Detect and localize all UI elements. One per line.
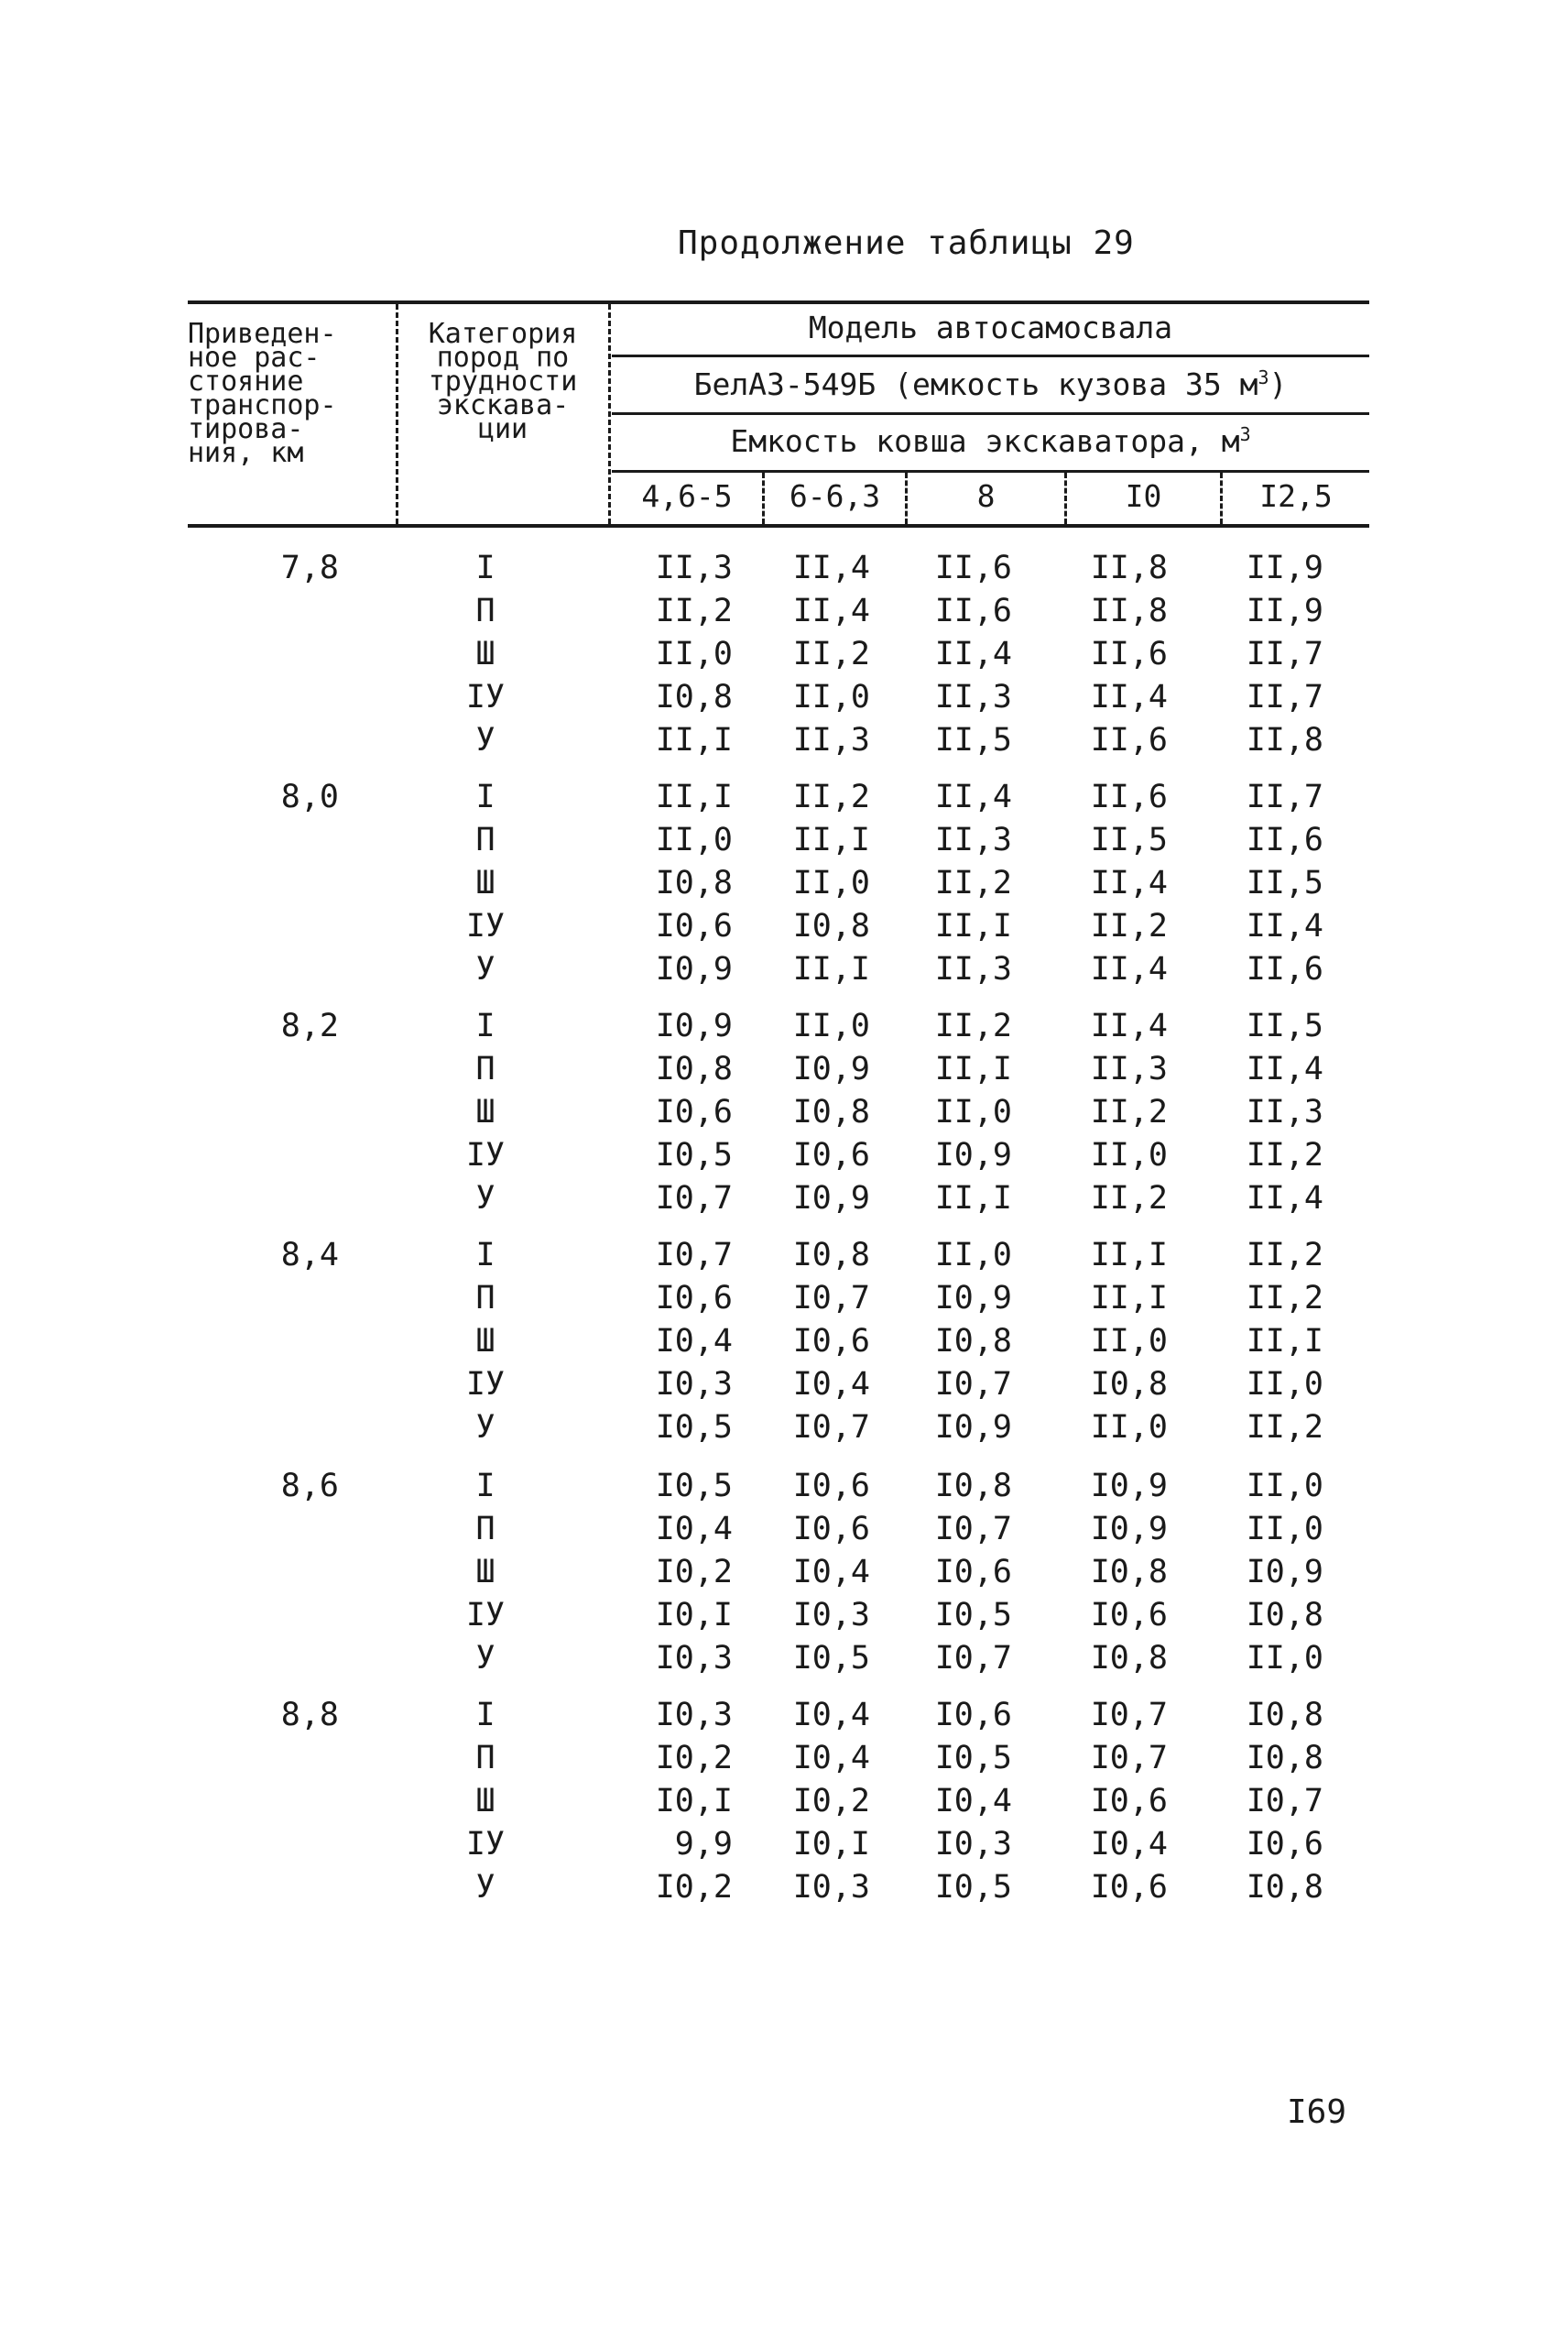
value-cell: II,4 [1246, 908, 1323, 945]
table-row [0, 1237, 1568, 1279]
value-cell: I0,5 [655, 1468, 733, 1504]
model-underline [612, 355, 1369, 357]
table-row [0, 1008, 1568, 1050]
table-row [0, 822, 1568, 864]
value-cell: I0,6 [792, 1323, 870, 1360]
value-cell: I0,6 [1090, 1869, 1168, 1906]
value-cell: I0,2 [655, 1740, 733, 1776]
model-header: Модель автосамосвала [808, 310, 1173, 345]
value-cell: I0,3 [792, 1869, 870, 1906]
value-cell: II,3 [655, 550, 733, 586]
value-cell: I0,3 [655, 1697, 733, 1733]
value-cell: II,4 [792, 550, 870, 586]
value-cell: II,0 [934, 1094, 1012, 1131]
value-cell: II,3 [934, 679, 1012, 716]
table-row [0, 722, 1568, 764]
value-cell: I0,2 [792, 1783, 870, 1819]
value-cell: II,7 [1246, 779, 1323, 815]
category-cell: ІУ [465, 1366, 506, 1403]
table-row [0, 1180, 1568, 1222]
value-cell: I0,6 [1090, 1597, 1168, 1633]
truck-header: БелАЗ-549Б (емкость кузова 35 $м^3$) [693, 366, 1288, 402]
column-header-3: 8 [976, 478, 996, 514]
value-cell: II,3 [1090, 1051, 1168, 1087]
table-row [0, 1597, 1568, 1639]
value-cell: I0,5 [655, 1137, 733, 1174]
value-cell: II,I [792, 822, 870, 858]
value-cell: I0,8 [1090, 1640, 1168, 1677]
distance-cell: 8,2 [280, 1008, 339, 1044]
header-top-rule [188, 300, 1369, 304]
value-cell: II,3 [792, 722, 870, 759]
value-cell: I0,4 [792, 1366, 870, 1403]
category-cell: У [475, 1640, 495, 1677]
value-cell: I0,6 [655, 1094, 733, 1131]
distance-cell: 8,4 [280, 1237, 339, 1273]
value-cell: II,0 [1246, 1366, 1323, 1403]
category-cell: I [475, 1237, 495, 1273]
category-cell: I [475, 779, 495, 815]
value-cell: I0,4 [792, 1697, 870, 1733]
value-cell: I0,7 [792, 1280, 870, 1316]
table-row [0, 1409, 1568, 1451]
value-cell: I0,4 [934, 1783, 1012, 1819]
category-cell: У [475, 951, 495, 988]
table-row [0, 1051, 1568, 1093]
value-cell: I0,6 [792, 1137, 870, 1174]
value-cell: I0,4 [655, 1323, 733, 1360]
value-cell: II,4 [934, 636, 1012, 672]
value-cell: I0,7 [792, 1409, 870, 1446]
value-cell: I0,3 [655, 1640, 733, 1677]
value-cell: II,5 [1246, 1008, 1323, 1044]
value-cell: I0,7 [1090, 1740, 1168, 1776]
value-cell: II,0 [1246, 1511, 1323, 1547]
value-cell: I0,8 [792, 1094, 870, 1131]
category-cell: ІУ [465, 1826, 506, 1863]
value-cell: II,6 [1090, 636, 1168, 672]
value-cell: II,6 [1090, 722, 1168, 759]
value-cell: II,0 [792, 1008, 870, 1044]
value-cell: I0,8 [1246, 1740, 1323, 1776]
value-cell: II,0 [655, 822, 733, 858]
value-cell: II,6 [1246, 822, 1323, 858]
table-row [0, 1366, 1568, 1408]
category-cell: Ш [475, 1554, 495, 1590]
bucket-underline [612, 470, 1369, 473]
value-cell: II,2 [1090, 1094, 1168, 1131]
value-cell: I0,5 [655, 1409, 733, 1446]
table-row [0, 636, 1568, 678]
value-cell: I0,9 [934, 1409, 1012, 1446]
table-row [0, 1137, 1568, 1179]
category-cell: Ш [475, 636, 495, 672]
category-cell: Ш [475, 1094, 495, 1131]
value-cell: II,0 [655, 636, 733, 672]
value-cell: II,4 [1090, 951, 1168, 988]
value-cell: I0,8 [1090, 1554, 1168, 1590]
category-cell: П [475, 1511, 495, 1547]
category-cell: У [475, 1180, 495, 1217]
value-cell: II,I [934, 1051, 1012, 1087]
value-cell: I0,6 [655, 1280, 733, 1316]
value-cell: II,6 [934, 550, 1012, 586]
value-cell: I0,9 [1246, 1554, 1323, 1590]
table-row [0, 1783, 1568, 1825]
value-cell: II,8 [1090, 593, 1168, 629]
value-cell: II,0 [792, 865, 870, 901]
category-cell: I [475, 1697, 495, 1733]
category-cell: I [475, 550, 495, 586]
distance-header: Приведен- ное рас- стояние транспор- тирова- ния, км [188, 318, 337, 469]
value-cell: I0,7 [655, 1180, 733, 1217]
category-cell: У [475, 1869, 495, 1906]
table-caption: Продолжение таблицы 29 [678, 224, 1135, 262]
value-cell: II,5 [1090, 822, 1168, 858]
value-cell: I0,7 [934, 1640, 1012, 1677]
value-cell: I0,8 [1246, 1697, 1323, 1733]
value-cell: II,I [1246, 1323, 1323, 1360]
value-cell: II,2 [1246, 1280, 1323, 1316]
category-cell: У [475, 1409, 495, 1446]
distance-cell: 8,6 [280, 1468, 339, 1504]
value-cell: II,7 [1246, 636, 1323, 672]
category-cell: П [475, 593, 495, 629]
category-cell: П [475, 1280, 495, 1316]
table-row [0, 1094, 1568, 1136]
value-cell: I0,3 [792, 1597, 870, 1633]
value-cell: I0,8 [934, 1468, 1012, 1504]
table-row [0, 908, 1568, 950]
table-row [0, 1640, 1568, 1682]
value-cell: I0,5 [934, 1740, 1012, 1776]
value-cell: I0,4 [1090, 1826, 1168, 1863]
value-cell: II,4 [792, 593, 870, 629]
value-cell: II,4 [1090, 1008, 1168, 1044]
value-cell: I0,6 [934, 1697, 1012, 1733]
value-cell: I0,9 [1090, 1511, 1168, 1547]
category-cell: ІУ [465, 1597, 506, 1633]
value-cell: II,6 [1090, 779, 1168, 815]
table-row [0, 593, 1568, 635]
page-number: I69 [1287, 2093, 1347, 2131]
value-cell: I0,9 [1090, 1468, 1168, 1504]
category-cell: ІУ [465, 908, 506, 945]
value-cell: II,0 [1090, 1409, 1168, 1446]
value-cell: II,7 [1246, 679, 1323, 716]
value-cell: I0,9 [934, 1137, 1012, 1174]
category-cell: Ш [475, 865, 495, 901]
value-cell: II,2 [792, 636, 870, 672]
table-row [0, 679, 1568, 721]
column-header-1: 4,6-5 [641, 478, 733, 514]
value-cell: II,4 [1246, 1051, 1323, 1087]
value-cell: II,3 [1246, 1094, 1323, 1131]
category-cell: П [475, 1740, 495, 1776]
truck-underline [612, 412, 1369, 415]
table-row [0, 865, 1568, 907]
value-cell: I0,8 [792, 908, 870, 945]
value-cell: I0,9 [655, 1008, 733, 1044]
value-cell: II,2 [1090, 1180, 1168, 1217]
value-cell: I0,8 [934, 1323, 1012, 1360]
value-cell: II,5 [934, 722, 1012, 759]
value-cell: I0,2 [655, 1554, 733, 1590]
category-cell: ІУ [465, 679, 506, 716]
distance-cell: 8,8 [280, 1697, 339, 1733]
value-cell: I0,8 [655, 865, 733, 901]
category-header: Категория пород по трудности экскава- ции [428, 318, 578, 445]
value-cell: II,2 [1090, 908, 1168, 945]
table-row [0, 1511, 1568, 1553]
table-row [0, 1468, 1568, 1510]
value-cell: II,2 [792, 779, 870, 815]
value-cell: I0,I [792, 1826, 870, 1863]
table-row [0, 1323, 1568, 1365]
value-cell: II,0 [792, 679, 870, 716]
value-cell: II,0 [934, 1237, 1012, 1273]
value-cell: II,4 [1090, 679, 1168, 716]
table-row [0, 1869, 1568, 1911]
value-cell: II,0 [1246, 1468, 1323, 1504]
value-cell: II,2 [1246, 1237, 1323, 1273]
value-cell: I0,5 [792, 1640, 870, 1677]
value-cell: II,0 [1090, 1137, 1168, 1174]
value-cell: I0,9 [655, 951, 733, 988]
value-cell: I0,4 [792, 1740, 870, 1776]
category-cell: I [475, 1468, 495, 1504]
value-cell: II,I [1090, 1280, 1168, 1316]
value-cell: II,6 [934, 593, 1012, 629]
category-cell: Ш [475, 1323, 495, 1360]
table-row [0, 951, 1568, 993]
value-cell: II,I [934, 1180, 1012, 1217]
value-cell: II,4 [1246, 1180, 1323, 1217]
header-separator-1 [396, 304, 398, 524]
value-cell: II,0 [1090, 1323, 1168, 1360]
bucket-header: Емкость ковша экскаватора, $м^3$ [730, 423, 1251, 459]
value-cell: II,I [655, 722, 733, 759]
value-cell: I0,5 [934, 1597, 1012, 1633]
value-cell: I0,3 [655, 1366, 733, 1403]
value-cell: I0,9 [934, 1280, 1012, 1316]
table-row [0, 1280, 1568, 1322]
value-cell: II,2 [1246, 1409, 1323, 1446]
value-cell: 9,9 [674, 1826, 733, 1863]
value-cell: II,2 [655, 593, 733, 629]
value-cell: I0,8 [1090, 1366, 1168, 1403]
header-separator-2 [608, 304, 611, 524]
value-cell: I0,4 [792, 1554, 870, 1590]
value-cell: II,6 [1246, 951, 1323, 988]
value-cell: I0,I [655, 1783, 733, 1819]
value-cell: II,I [655, 779, 733, 815]
category-cell: ІУ [465, 1137, 506, 1174]
category-cell: У [475, 722, 495, 759]
value-cell: I0,7 [1246, 1783, 1323, 1819]
column-header-5: I2,5 [1259, 478, 1333, 514]
value-cell: II,3 [934, 951, 1012, 988]
table-row [0, 1554, 1568, 1596]
category-cell: Ш [475, 1783, 495, 1819]
value-cell: II,I [792, 951, 870, 988]
value-cell: II,5 [1246, 865, 1323, 901]
header-bottom-rule [188, 524, 1369, 528]
value-cell: II,4 [934, 779, 1012, 815]
table-row [0, 1697, 1568, 1739]
value-cell: I0,4 [655, 1511, 733, 1547]
table-row [0, 779, 1568, 821]
table-row [0, 550, 1568, 592]
category-cell: П [475, 822, 495, 858]
value-cell: I0,7 [1090, 1697, 1168, 1733]
value-cell: II,8 [1090, 550, 1168, 586]
value-cell: I0,2 [655, 1869, 733, 1906]
value-cell: I0,6 [792, 1511, 870, 1547]
value-cell: I0,6 [1090, 1783, 1168, 1819]
value-cell: I0,7 [655, 1237, 733, 1273]
value-cell: II,2 [1246, 1137, 1323, 1174]
value-cell: II,2 [934, 1008, 1012, 1044]
value-cell: I0,6 [655, 908, 733, 945]
value-cell: II,9 [1246, 593, 1323, 629]
category-cell: П [475, 1051, 495, 1087]
value-cell: II,2 [934, 865, 1012, 901]
value-cell: I0,3 [934, 1826, 1012, 1863]
value-cell: I0,8 [1246, 1869, 1323, 1906]
value-cell: II,3 [934, 822, 1012, 858]
value-cell: I0,7 [934, 1511, 1012, 1547]
value-cell: II,I [934, 908, 1012, 945]
value-cell: I0,7 [934, 1366, 1012, 1403]
value-cell: I0,8 [655, 1051, 733, 1087]
value-cell: I0,8 [1246, 1597, 1323, 1633]
value-cell: I0,I [655, 1597, 733, 1633]
distance-cell: 8,0 [280, 779, 339, 815]
value-cell: II,0 [1246, 1640, 1323, 1677]
value-cell: I0,9 [792, 1180, 870, 1217]
table-row [0, 1826, 1568, 1868]
value-cell: I0,9 [792, 1051, 870, 1087]
distance-cell: 7,8 [280, 550, 339, 586]
value-cell: I0,6 [792, 1468, 870, 1504]
value-cell: II,I [1090, 1237, 1168, 1273]
value-cell: II,9 [1246, 550, 1323, 586]
value-cell: I0,6 [934, 1554, 1012, 1590]
column-header-2: 6-6,3 [789, 478, 881, 514]
value-cell: I0,8 [792, 1237, 870, 1273]
value-cell: II,4 [1090, 865, 1168, 901]
value-cell: I0,8 [655, 679, 733, 716]
value-cell: I0,5 [934, 1869, 1012, 1906]
category-cell: I [475, 1008, 495, 1044]
column-header-4: I0 [1125, 478, 1162, 514]
table-row [0, 1740, 1568, 1782]
value-cell: II,8 [1246, 722, 1323, 759]
value-cell: I0,6 [1246, 1826, 1323, 1863]
